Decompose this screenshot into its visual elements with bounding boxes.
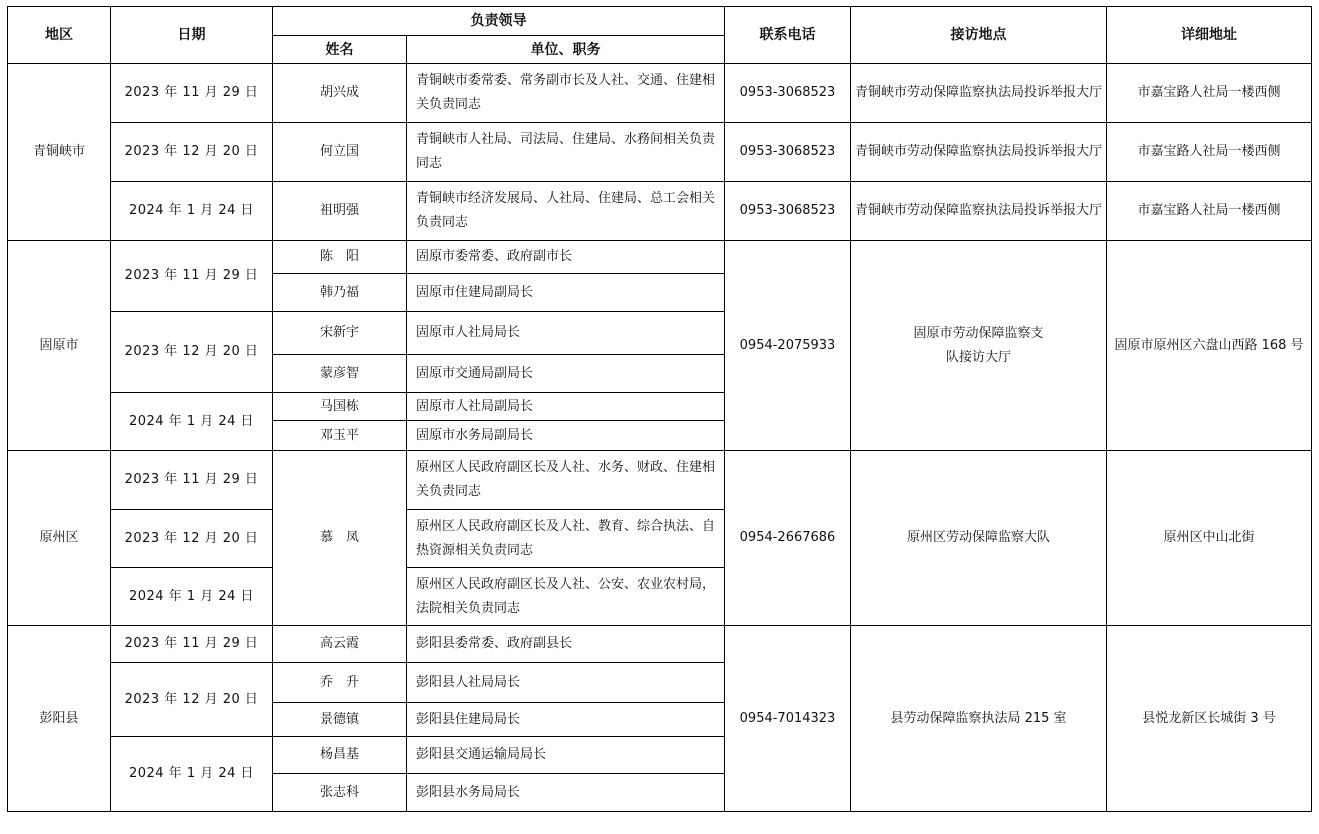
table-row bbox=[8, 123, 1312, 182]
leader-unit-cell: 固原市交通局副局长 bbox=[407, 355, 725, 393]
venue-cell: 青铜峡市劳动保障监察执法局投诉举报大厅 bbox=[851, 182, 1107, 241]
address-cell: 市嘉宝路人社局一楼西侧 bbox=[1107, 64, 1312, 123]
header-venue: 接访地点 bbox=[851, 7, 1107, 64]
leader-name-cell: 胡兴成 bbox=[273, 64, 407, 123]
leader-name-cell: 祖明强 bbox=[273, 182, 407, 241]
venue-cell: 青铜峡市劳动保障监察执法局投诉举报大厅 bbox=[851, 64, 1107, 123]
address-cell: 县悦龙新区长城街 3 号 bbox=[1107, 626, 1312, 812]
reception-schedule-sheet bbox=[7, 6, 1312, 812]
leader-unit-cell: 固原市水务局副局长 bbox=[407, 421, 725, 451]
leader-name-cell: 慕 凤 bbox=[273, 451, 407, 626]
leader-name-cell: 高云霞 bbox=[273, 626, 407, 663]
phone-cell: 0954-2667686 bbox=[725, 451, 851, 626]
leader-name-cell: 何立国 bbox=[273, 123, 407, 182]
phone-cell: 0953-3068523 bbox=[725, 123, 851, 182]
venue-cell: 县劳动保障监察执法局 215 室 bbox=[851, 626, 1107, 812]
leader-unit-cell: 青铜峡市人社局、司法局、住建局、水務间相关负责同志 bbox=[407, 123, 725, 182]
reception-schedule-table bbox=[7, 6, 1312, 812]
table-row bbox=[8, 626, 1312, 663]
address-cell: 市嘉宝路人社局一楼西侧 bbox=[1107, 182, 1312, 241]
phone-cell: 0954-7014323 bbox=[725, 626, 851, 812]
region-cell: 固原市 bbox=[8, 241, 111, 451]
date-cell: 2024 年 1 月 24 日 bbox=[111, 737, 273, 812]
leader-unit-cell: 固原市人社局局长 bbox=[407, 312, 725, 355]
leader-name-cell: 韩乃福 bbox=[273, 274, 407, 312]
leader-unit-cell: 青铜峡市委常委、常务副市长及人社、交通、住建相关负责同志 bbox=[407, 64, 725, 123]
date-cell: 2023 年 11 月 29 日 bbox=[111, 626, 273, 663]
leader-unit-cell: 彭阳县人社局局长 bbox=[407, 663, 725, 703]
date-cell: 2024 年 1 月 24 日 bbox=[111, 568, 273, 626]
address-cell: 原州区中山北街 bbox=[1107, 451, 1312, 626]
address-cell: 固原市原州区六盘山西路 168 号 bbox=[1107, 241, 1312, 451]
leader-unit-cell: 固原市住建局副局长 bbox=[407, 274, 725, 312]
venue-cell: 原州区劳动保障监察大队 bbox=[851, 451, 1107, 626]
region-cell: 彭阳县 bbox=[8, 626, 111, 812]
date-cell: 2024 年 1 月 24 日 bbox=[111, 393, 273, 451]
leader-name-cell: 乔 升 bbox=[273, 663, 407, 703]
address-cell: 市嘉宝路人社局一楼西侧 bbox=[1107, 123, 1312, 182]
date-cell: 2023 年 12 月 20 日 bbox=[111, 123, 273, 182]
table-row bbox=[8, 64, 1312, 123]
date-cell: 2023 年 11 月 29 日 bbox=[111, 241, 273, 312]
header-region: 地区 bbox=[8, 7, 111, 64]
leader-name-cell: 景德镇 bbox=[273, 703, 407, 737]
leader-unit-cell: 原州区人民政府副区长及人社、教育、综合执法、自热资源相关负责同志 bbox=[407, 510, 725, 568]
phone-cell: 0953-3068523 bbox=[725, 182, 851, 241]
table-row bbox=[8, 451, 1312, 510]
phone-cell: 0954-2075933 bbox=[725, 241, 851, 451]
leader-unit-cell: 固原市委常委、政府副市长 bbox=[407, 241, 725, 274]
leader-name-cell: 马国栋 bbox=[273, 393, 407, 421]
date-cell: 2023 年 11 月 29 日 bbox=[111, 64, 273, 123]
venue-cell: 青铜峡市劳动保障监察执法局投诉举报大厅 bbox=[851, 123, 1107, 182]
leader-unit-cell: 彭阳县委常委、政府副县长 bbox=[407, 626, 725, 663]
leader-unit-cell: 彭阳县交通运输局局长 bbox=[407, 737, 725, 774]
leader-name-cell: 蒙彦智 bbox=[273, 355, 407, 393]
header-row-1 bbox=[8, 7, 1312, 36]
table-row bbox=[8, 241, 1312, 274]
leader-unit-cell: 彭阳县住建局局长 bbox=[407, 703, 725, 737]
phone-cell: 0953-3068523 bbox=[725, 64, 851, 123]
region-cell: 青铜峡市 bbox=[8, 64, 111, 241]
leader-unit-cell: 固原市人社局副局长 bbox=[407, 393, 725, 421]
leader-name-cell: 邓玉平 bbox=[273, 421, 407, 451]
leader-unit-cell: 彭阳县水务局局长 bbox=[407, 774, 725, 812]
date-cell: 2023 年 12 月 20 日 bbox=[111, 663, 273, 737]
table-row bbox=[8, 182, 1312, 241]
date-cell: 2024 年 1 月 24 日 bbox=[111, 182, 273, 241]
leader-name-cell: 杨昌基 bbox=[273, 737, 407, 774]
venue-cell: 固原市劳动保障监察支队接访大厅 bbox=[851, 241, 1107, 451]
leader-name-cell: 宋新宇 bbox=[273, 312, 407, 355]
header-unit: 单位、职务 bbox=[407, 36, 725, 64]
leader-name-cell: 张志科 bbox=[273, 774, 407, 812]
date-cell: 2023 年 11 月 29 日 bbox=[111, 451, 273, 510]
leader-name-cell: 陈 阳 bbox=[273, 241, 407, 274]
date-cell: 2023 年 12 月 20 日 bbox=[111, 510, 273, 568]
leader-unit-cell: 原州区人民政府副区长及人社、水务、财政、住建相关负责同志 bbox=[407, 451, 725, 510]
header-address: 详细地址 bbox=[1107, 7, 1312, 64]
header-phone: 联系电话 bbox=[725, 7, 851, 64]
region-cell: 原州区 bbox=[8, 451, 111, 626]
leader-unit-cell: 原州区人民政府副区长及人社、公安、农业农村局，法院相关负责同志 bbox=[407, 568, 725, 626]
header-date: 日期 bbox=[111, 7, 273, 64]
header-leader-group: 负责领导 bbox=[273, 7, 725, 36]
date-cell: 2023 年 12 月 20 日 bbox=[111, 312, 273, 393]
leader-unit-cell: 青铜峡市经济发展局、人社局、住建局、总工会相关负责同志 bbox=[407, 182, 725, 241]
header-name: 姓名 bbox=[273, 36, 407, 64]
